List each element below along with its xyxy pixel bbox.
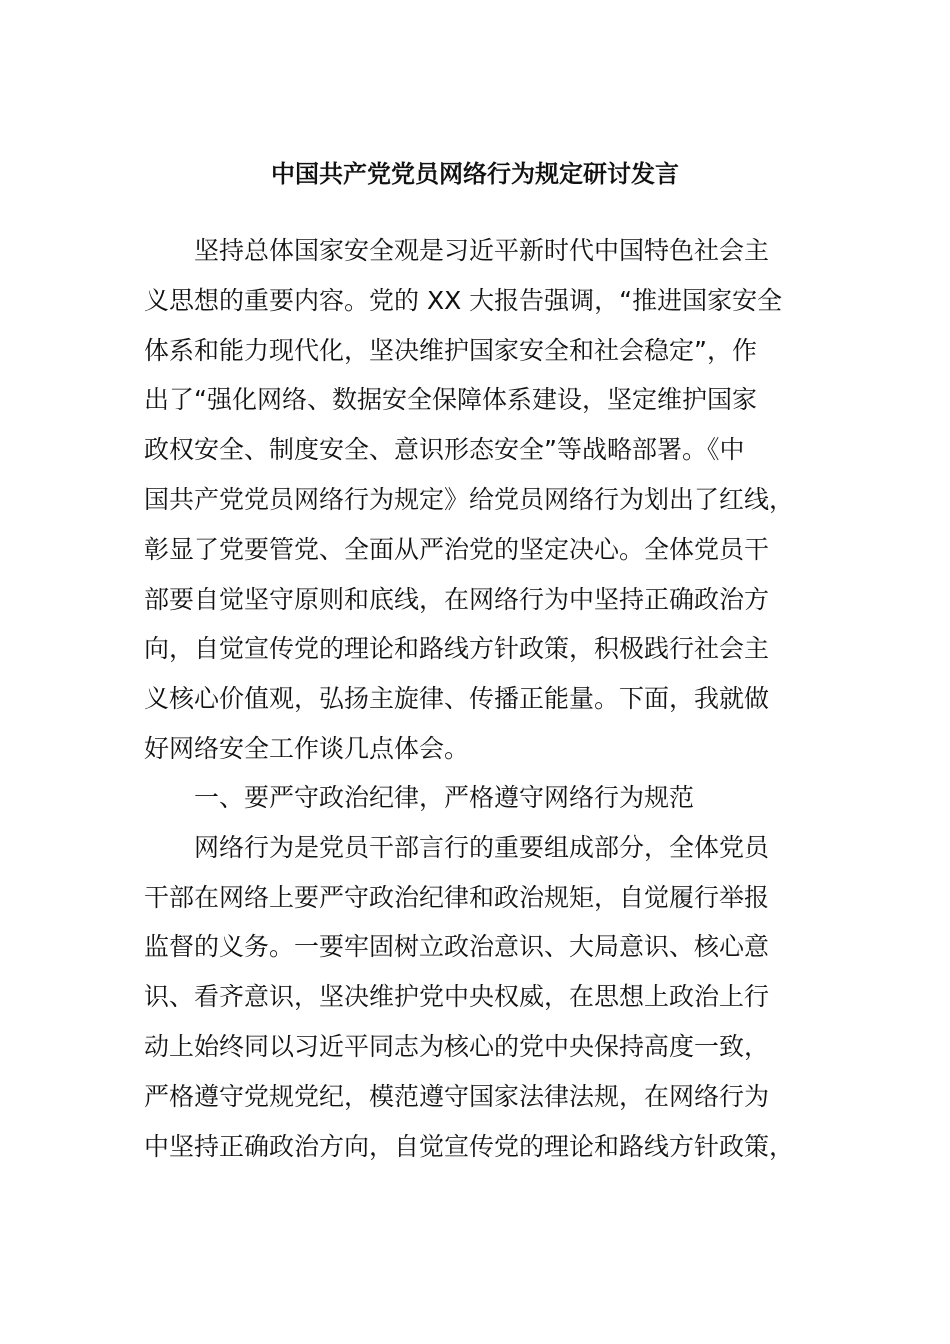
text-line: 出了“强化网络、数据安全保障体系建设，坚定维护国家 [144, 385, 757, 414]
text-line: 严格遵守党规党纪，模范遵守国家法律法规，在网络行为 [144, 1082, 770, 1111]
text-line: 体系和能力现代化，坚决维护国家安全和社会稳定”，作 [144, 336, 757, 365]
text-line: 动上始终同以习近平同志为核心的党中央保持高度一致， [144, 1032, 770, 1061]
text-line: 彰显了党要管党、全面从严治党的坚定决心。全体党员干 [144, 535, 770, 564]
text-line: 网络行为是党员干部言行的重要组成部分，全体党员 [194, 833, 770, 862]
text-line: 好网络安全工作谈几点体会。 [144, 734, 470, 763]
text-line: 识、看齐意识，坚决维护党中央权威，在思想上政治上行 [144, 982, 770, 1011]
text-line: 国共产党党员网络行为规定》给党员网络行为划出了红线， [144, 485, 795, 514]
text-line: 义思想的重要内容。党的 XX 大报告强调，“推进国家安全 [144, 286, 783, 315]
text-line: 部要自觉坚守原则和底线，在网络行为中坚持正确政治方 [144, 585, 770, 614]
text-line: 监督的义务。一要牢固树立政治意识、大局意识、核心意 [144, 932, 770, 961]
section-heading: 一、要严守政治纪律，严格遵守网络行为规范 [194, 783, 695, 812]
document-title: 中国共产党党员网络行为规定研讨发言 [271, 160, 679, 188]
text-line: 坚持总体国家安全观是习近平新时代中国特色社会主 [194, 236, 770, 265]
text-line: 义核心价值观，弘扬主旋律、传播正能量。下面，我就做 [144, 684, 770, 713]
text-line: 向，自觉宣传党的理论和路线方针政策，积极践行社会主 [144, 634, 770, 663]
text-line: 干部在网络上要严守政治纪律和政治规矩，自觉履行举报 [144, 883, 770, 912]
text-line: 中坚持正确政治方向，自觉宣传党的理论和路线方针政策， [144, 1132, 795, 1161]
text-line: 政权安全、制度安全、意识形态安全”等战略部署。《中 [144, 435, 745, 464]
